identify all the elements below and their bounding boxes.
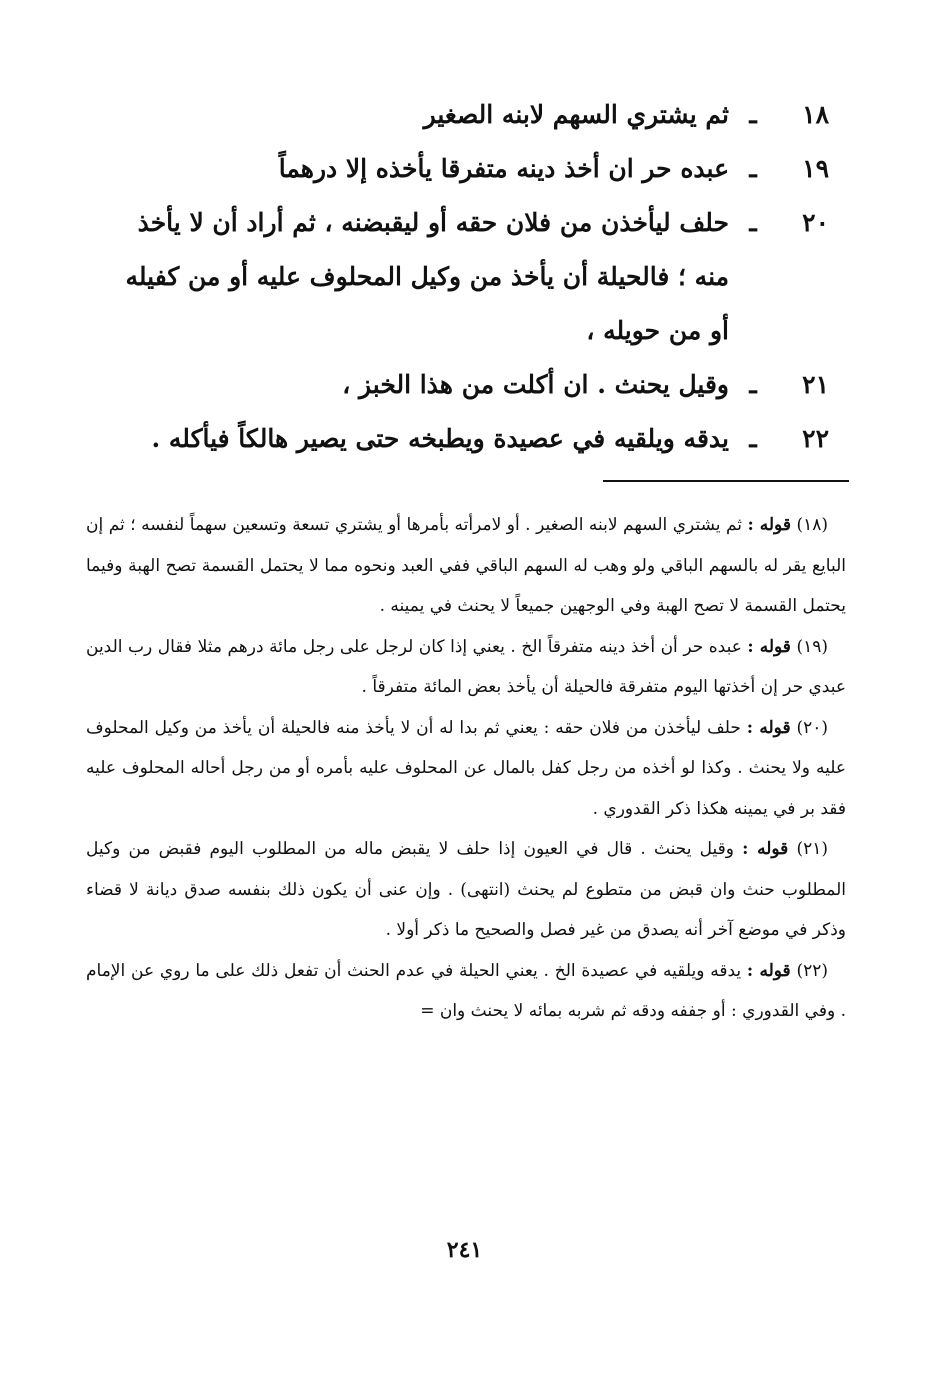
main-line-21: [104, 358, 829, 412]
item-dash: ـ: [749, 100, 757, 129]
note-18: [86, 505, 846, 627]
item-dash: ـ: [749, 370, 757, 399]
note-keyword: قوله :: [747, 515, 791, 535]
main-line-22: [104, 412, 829, 466]
item-dash: ـ: [749, 424, 757, 453]
note-number: (١٨): [796, 515, 828, 535]
item-text: حلف ليأخذن من فلان حقه أو ليقبضنه ، ثم أراد أن لا يأخذ: [137, 208, 729, 237]
note-20: [86, 708, 846, 830]
note-21: [86, 829, 846, 951]
note-keyword: قوله :: [746, 717, 791, 738]
note-22: [86, 951, 846, 1032]
note-number: (١٩): [796, 636, 829, 657]
main-line-19: [104, 142, 829, 196]
commentary-notes: [86, 505, 846, 1032]
item-number: ١٩: [802, 154, 829, 183]
item-text: يدقه ويلقيه في عصيدة ويطبخه حتى يصير هالكاً فيأكله .: [151, 424, 729, 453]
item-dash: ـ: [749, 208, 757, 237]
note-number: (٢١): [796, 839, 829, 859]
note-keyword: قوله :: [747, 636, 791, 657]
note-keyword: قوله :: [746, 960, 791, 981]
note-text: عبده حر أن أخذ دينه متفرقاً الخ . يعني إذا كان لرجل على رجل مائة درهم مثلا فقال رب الدين عبدي حر إن أخذتها اليوم متفرقة فالحيلة أن يأخذ بعض المائة متفرقاً .: [86, 636, 846, 697]
page-number: ٢٤١: [446, 1237, 483, 1263]
item-text: منه ؛ فالحيلة أن يأخذ من وكيل المحلوف عليه أو من كفيله: [125, 262, 729, 291]
item-number: ١٨: [802, 100, 829, 129]
note-number: (٢٠): [796, 717, 828, 738]
main-text: [104, 88, 829, 466]
note-text: حلف ليأخذن من فلان حقه : يعني ثم بدا له أن لا يأخذ منه فالحيلة أن يأخذ من وكيل المحلوف عليه ولا يحنث . وكذا لو أخذه من رجل كفل بالمال عن المحلوف عليه بأمره أو من رجل أحاله المحلوف عليه فقد بر في يمينه هكذا ذكر القدوري .: [86, 717, 846, 819]
note-text: ثم يشتري السهم لابنه الصغير . أو لامرأته بأمرها أو يشتري تسعة وتسعين سهماً لنفسه ؛ ثم إن البايع يقر له بالسهم الباقي ولو وهب له السهم الباقي ففي العبد ونحوه مما لا يحتمل القسمة تصح الهبة وفيما يحتمل القسمة لا تصح الهبة وفي الوجهين جميعاً لا يحنث في يمينه .: [86, 515, 846, 616]
item-number: ٢١: [802, 370, 829, 399]
main-line-20-continued: [104, 250, 829, 304]
item-number: ٢٢: [802, 424, 829, 453]
note-number: (٢٢): [796, 960, 829, 981]
item-text: وقيل يحنث . ان أكلت من هذا الخبز ،: [342, 370, 729, 399]
item-number: ٢٠: [802, 208, 829, 237]
note-text: وقيل يحنث . قال في العيون إذا حلف لا يقبض ماله من المطلوب اليوم فقبض من وكيل المطلوب حنث وان قبض من متطوع لم يحنث (انتهى) . وإن عنى أن يكون ذلك بنفسه صدق ديانة لا قضاء وذكر في موضع آخر أنه يصدق من غير فصل والصحيح ما ذكر أولا .: [86, 839, 846, 940]
item-text: عبده حر ان أخذ دينه متفرقا يأخذه إلا درهماً: [278, 154, 729, 183]
item-dash: ـ: [749, 154, 757, 183]
main-line-20-continued: [104, 304, 829, 358]
item-text: أو من حويله ،: [586, 316, 729, 345]
note-keyword: قوله :: [742, 839, 789, 859]
note-text: يدقه ويلقيه في عصيدة الخ . يعني الحيلة في عدم الحنث أن تفعل ذلك على ما روي عن الإمام . وفي القدوري : أو جففه ودقه ثم شربه بمائه لا يحنث وان =: [86, 960, 846, 1021]
main-line-20: [104, 196, 829, 250]
main-line-18: [104, 88, 829, 142]
item-text: ثم يشتري السهم لابنه الصغير: [423, 100, 729, 129]
footnote-divider: [603, 480, 849, 482]
note-19: [86, 627, 846, 708]
